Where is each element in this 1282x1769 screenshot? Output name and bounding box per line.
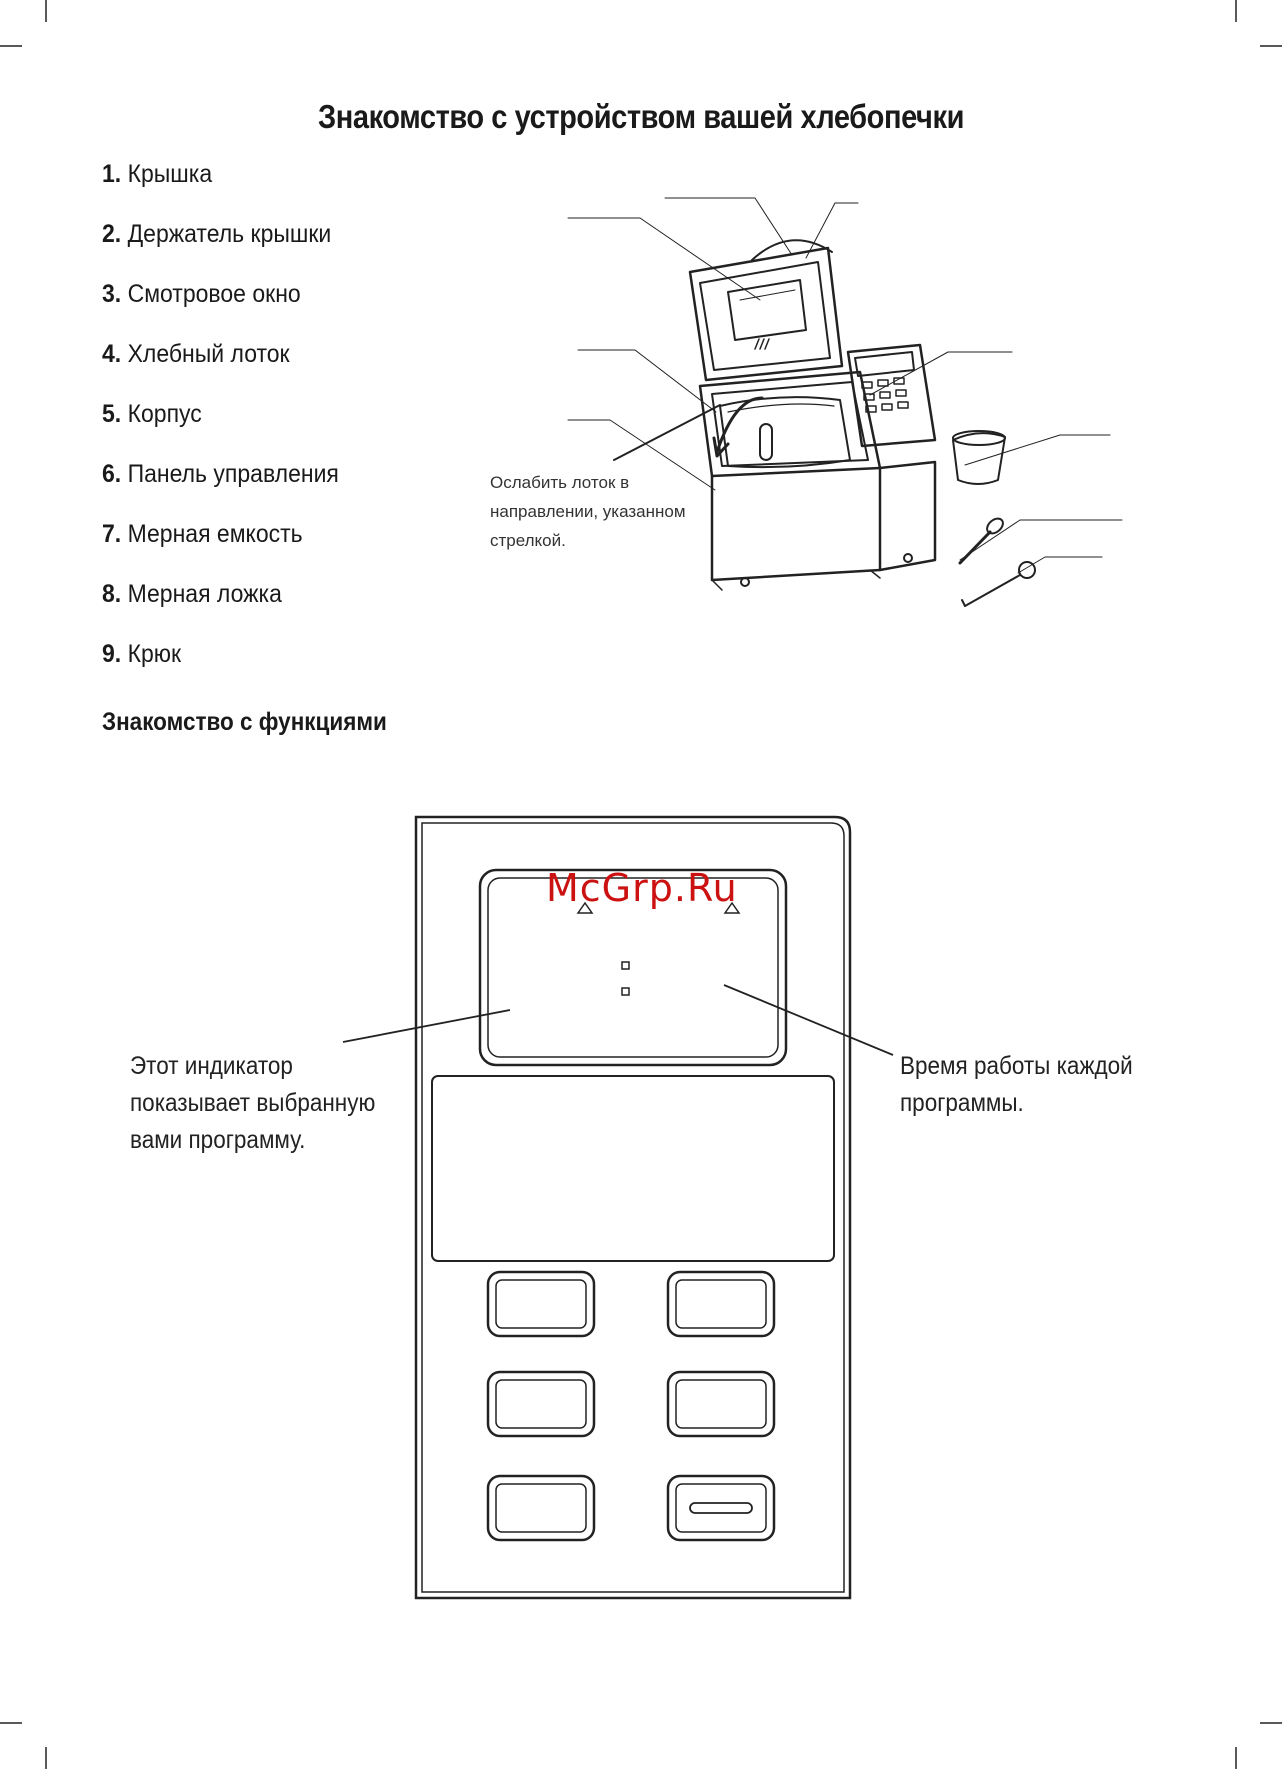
section-title: Знакомство с функциями: [102, 708, 387, 736]
square-indicator-icon: [622, 988, 629, 995]
list-item: 9. Крюк: [102, 640, 182, 668]
list-item: 6. Панель управления: [102, 460, 339, 488]
panel-buttons: [488, 1272, 774, 1540]
list-item: 2. Держатель крышки: [102, 220, 332, 248]
page-title: Знакомство с устройством вашей хлебопечки: [318, 98, 964, 135]
annotation-program-time: Время работы каждой программы.: [900, 1052, 1133, 1117]
list-item: 3. Смотровое окно: [102, 280, 301, 308]
list-item: 7. Мерная емкость: [102, 520, 303, 548]
list-item: 1. Крышка: [102, 160, 213, 188]
annotation-program-indicator: Этот индикатор показывает выбранную вами программу.: [130, 1052, 376, 1154]
square-indicator-icon: [622, 962, 629, 969]
watermark: McGrp.Ru: [546, 866, 738, 910]
list-item: 4. Хлебный лоток: [102, 340, 290, 368]
list-item: 5. Корпус: [102, 400, 202, 428]
diagram-hint: Ослабить лоток в направлении, указанном стрелкой.: [490, 473, 686, 550]
program-list-area: [432, 1076, 834, 1261]
list-item: 8. Мерная ложка: [102, 580, 282, 608]
